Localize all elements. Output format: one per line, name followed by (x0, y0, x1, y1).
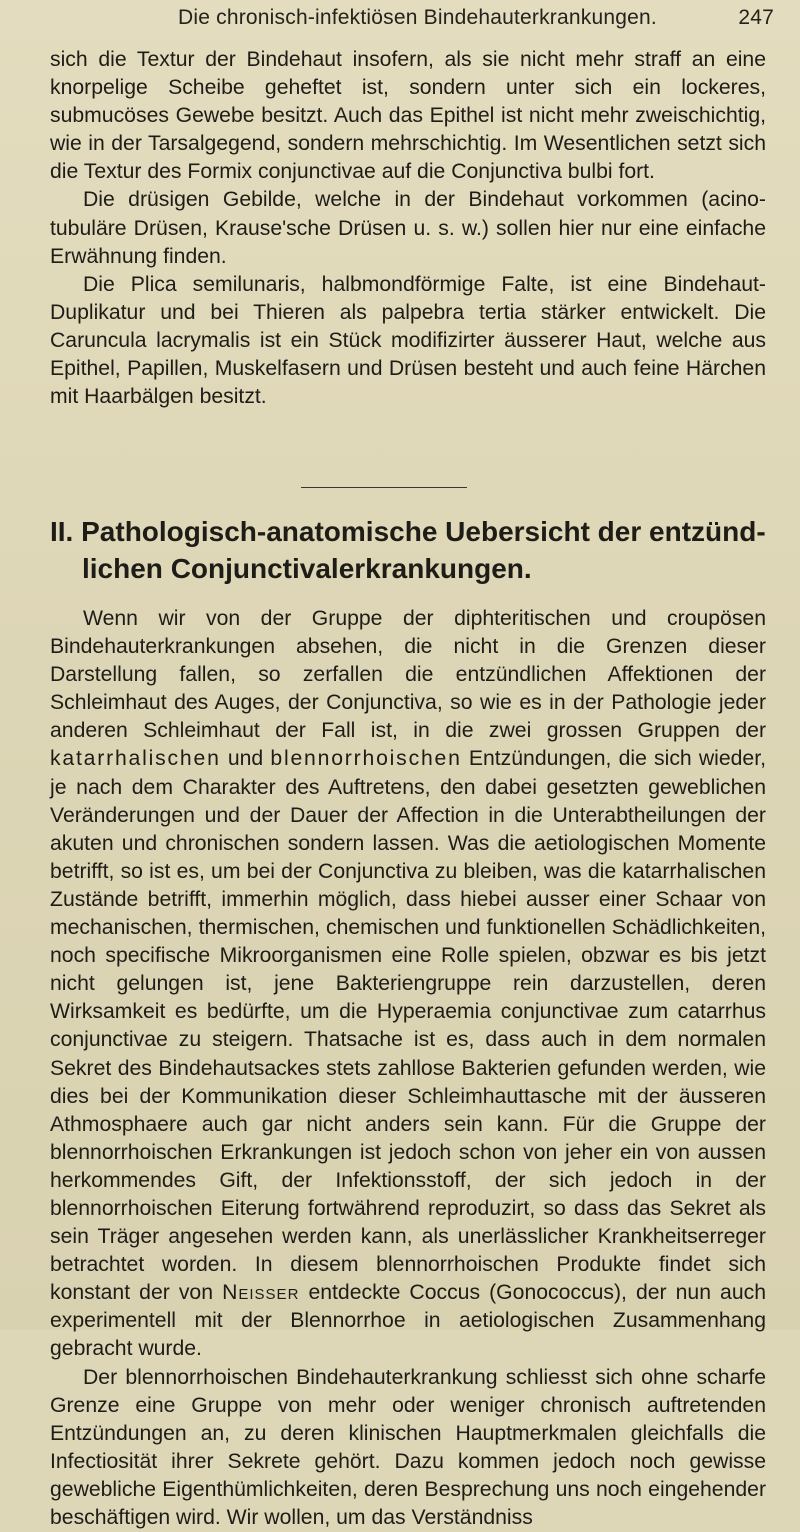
text-run: Entzündungen, die sich wieder, je nach dem Charakter des Auftretens, den dabei gesetzten geweblichen Veränderungen und der Dauer der Affection in die Unterabtheilungen der akuten und chronischen sondern lassen. Was die aetiologischen Momente betrifft, so ist es, um bei der Conjunctiva zu bleiben, was die katarrhalischen Zustände betrifft, immerhin möglich, dass hiebei ausser einer Schaar von mechanischen, thermischen, chemischen und funktionellen Schädlichkeiten, noch specifische Mikroorganismen eine Rolle spielen, obzwar es bis jetzt nicht gelungen ist, jene Bakteriengruppe rein darzustellen, deren Wirksamkeit es bedürfte, um die Hyperaemia conjunctivae zum catarrhus conjunctivae zu steigern. Thatsache ist es, dass auch in dem normalen Sekret des Bindehautsackes stets zahllose Bakterien gefunden werden, wie dies bei der Kommunikation dieser Schleimhauttasche mit der äusseren Athmosphaere auch gar nicht anders sein kann. Für die Gruppe der blennorrhoischen Erkrankungen ist jedoch schon von jeher ein von aussen herkommendes Gift, der Infektionsstoff, der sich jedoch in der blennorrhoischen Eiterung fortwährend reproduzirt, so dass das Sekret als sein Träger angesehen werden kann, als unerlässlicher Krankheitserreger betrachtet worden. In diesem blennorrhoischen Produkte findet sich konstant der von (50, 747, 766, 1305)
page-number: 247 (738, 6, 774, 29)
paragraph (50, 605, 766, 1364)
running-title: Die chronisch-infektiösen Bindehauterkrankungen. (178, 6, 657, 29)
emphasis-spaced: katarrhalischen (50, 747, 221, 771)
paragraph: Die Plica semilunaris, halbmondförmige Falte, ist eine Bindehaut-Duplikatur und bei Thieren als palpebra tertia stärker entwickelt. Die Caruncula lacrymalis ist ein Stück modifizirter äusserer Haut, welche aus Epithel, Papillen, Muskelfasern und Drüsen besteht und auch feine Härchen mit Haarbälgen besitzt. (50, 272, 766, 409)
text-block-main (50, 605, 766, 1532)
paragraph: Der blennorrhoischen Bindehauterkrankung schliesst sich ohne scharfe Grenze eine Gruppe von mehr oder weniger chronisch auftretenden Entzündungen an, zu deren klinischen Hauptmerkmalen gleichfalls die Infectiosität ihrer Sekrete gehört. Dazu kommen jedoch noch gewisse gewebliche Eigenthümlichkeiten, deren Besprechung uns noch eingehender beschäftigen wird. Wir wollen, um das Verständniss (50, 1365, 766, 1529)
section-heading (50, 513, 766, 587)
section-heading-line-1: II. Pathologisch-anatomische Uebersicht der entzünd- (50, 516, 766, 547)
emphasis-spaced: blennorrhoischen (270, 747, 462, 771)
author-name: Neisser (222, 1281, 300, 1305)
text-run: und (220, 747, 271, 771)
running-header (178, 6, 780, 30)
text-run: entdeckte Coccus (Gonococcus), der nun auch experimentell mit der Blennorrhoe in aetiologischen Zusammenhang gebracht wurde. (50, 1281, 766, 1361)
text-run: Wenn wir von der Gruppe der diphteritischen und croupösen Bindehauterkrankungen absehen, die nicht in die Grenzen dieser Darstellung fallen, so zerfallen die entzündlichen Affektionen der Schleimhaut des Auges, der Conjunctiva, so wie es in der Pathologie jeder anderen Schleimhaut der Fall ist, in die zwei grossen Gruppen der (50, 607, 766, 743)
paragraph: Die drüsigen Gebilde, welche in der Bindehaut vorkommen (acino-tubuläre Drüsen, Krause'sche Drüsen u. s. w.) sollen hier nur eine einfache Erwähnung finden. (50, 188, 766, 268)
paragraph: sich die Textur der Bindehaut insofern, als sie nicht mehr straff an eine knorpelige Scheibe geheftet ist, sondern unter sich ein lockeres, submucöses Gewebe besitzt. Auch das Epithel ist nicht mehr zweischichtig, wie in der Tarsalgegend, sondern mehrschichtig. Im Wesentlichen setzt sich die Textur des Formix conjunctivae auf die Conjunctiva bulbi fort. (50, 48, 766, 184)
section-divider (301, 487, 467, 488)
section-heading-line-2: lichen Conjunctivalerkrankungen. (82, 553, 532, 584)
text-block-top (50, 46, 766, 411)
